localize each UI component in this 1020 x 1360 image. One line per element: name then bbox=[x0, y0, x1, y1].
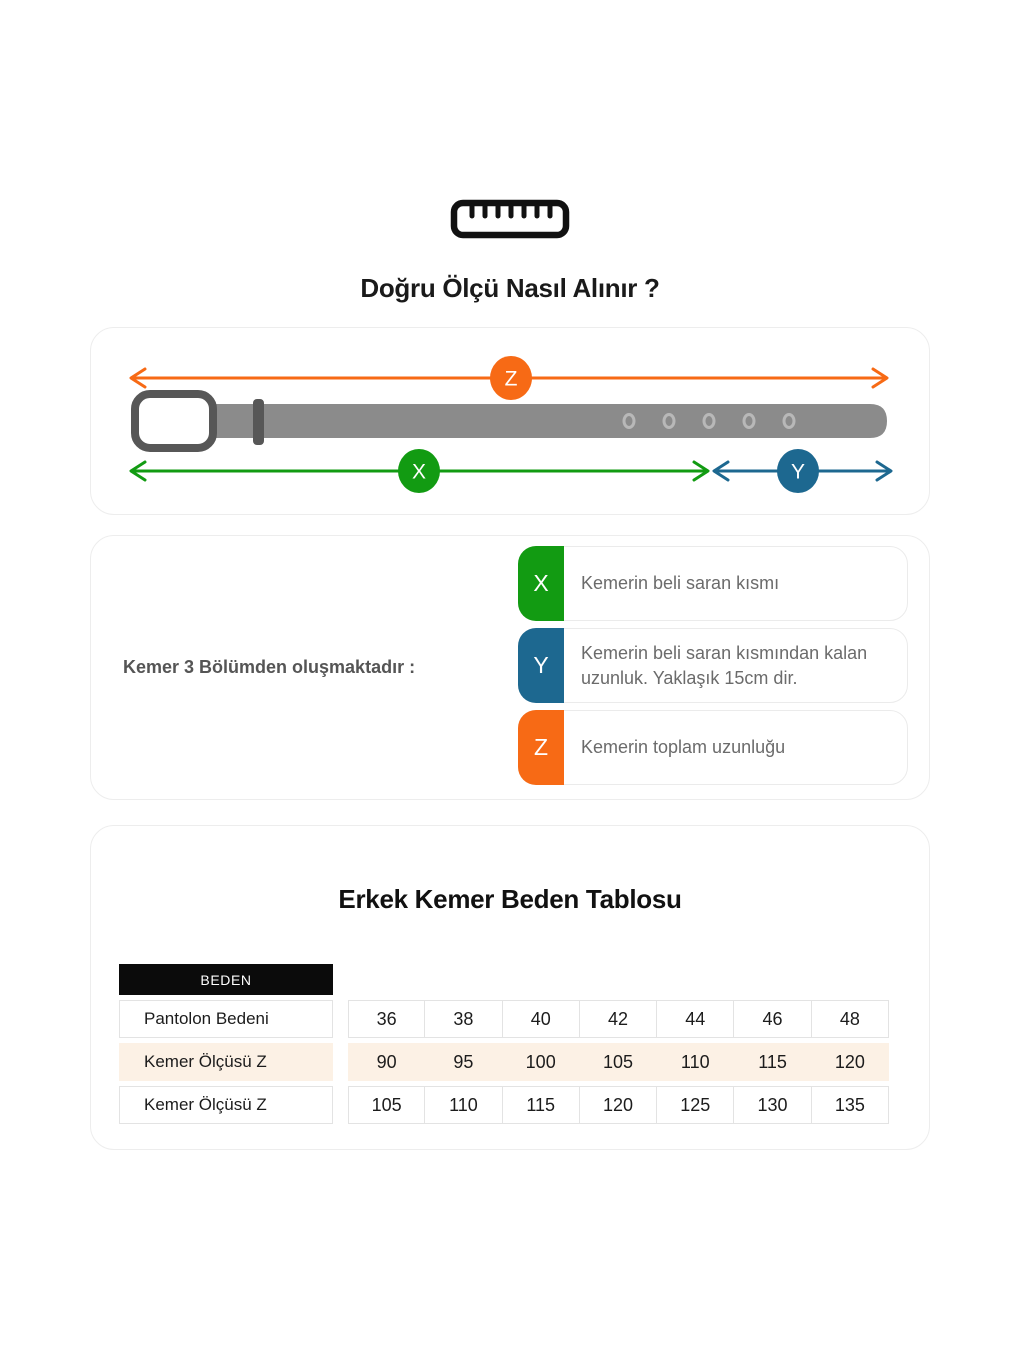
legend-item-x bbox=[518, 546, 908, 621]
size-table-labels-column bbox=[119, 964, 333, 1124]
z-tab-badge: Z bbox=[518, 710, 564, 785]
y-badge bbox=[777, 449, 819, 493]
size-table bbox=[119, 964, 889, 1124]
size-cell: 36 bbox=[348, 1000, 425, 1038]
z-badge bbox=[490, 356, 532, 400]
size-cell: 110 bbox=[657, 1043, 734, 1081]
legend-item-z-text: Kemerin toplam uzunluğu bbox=[581, 737, 786, 758]
size-cell: 100 bbox=[503, 1043, 580, 1081]
size-cell: 115 bbox=[503, 1086, 580, 1124]
size-cell: 125 bbox=[657, 1086, 734, 1124]
table-row-kemer-olcusu-2 bbox=[348, 1086, 889, 1124]
size-cell: 44 bbox=[657, 1000, 734, 1038]
page-title: Doğru Ölçü Nasıl Alınır ? bbox=[360, 273, 660, 303]
ruler-icon bbox=[449, 198, 571, 240]
size-table-title: Erkek Kemer Beden Tablosu bbox=[338, 884, 682, 914]
size-table-values bbox=[348, 1000, 889, 1124]
header-icon-row bbox=[0, 198, 1020, 240]
size-cell: 48 bbox=[812, 1000, 889, 1038]
legend-rows bbox=[518, 546, 908, 785]
size-cell: 135 bbox=[812, 1086, 889, 1124]
size-cell: 130 bbox=[734, 1086, 811, 1124]
table-row-pantolon-bedeni bbox=[348, 1000, 889, 1038]
legend-item-z bbox=[518, 710, 908, 785]
size-cell: 90 bbox=[348, 1043, 425, 1081]
y-tab-badge: Y bbox=[518, 628, 564, 703]
table-row-kemer-olcusu-1 bbox=[348, 1043, 889, 1081]
x-badge bbox=[398, 449, 440, 493]
size-cell: 95 bbox=[425, 1043, 502, 1081]
z-badge-label: Z bbox=[504, 367, 518, 391]
size-cell: 42 bbox=[580, 1000, 657, 1038]
row-label-kemer-olcusu-z-1: Kemer Ölçüsü Z bbox=[119, 1043, 333, 1081]
size-cell: 46 bbox=[734, 1000, 811, 1038]
legend-heading: Kemer 3 Bölümden oluşmaktadır : bbox=[123, 657, 416, 677]
size-table-card bbox=[90, 825, 930, 1150]
legend-card bbox=[90, 535, 930, 800]
size-cell: 105 bbox=[348, 1086, 425, 1124]
size-table-label-rows bbox=[119, 1000, 333, 1124]
size-table-corner-header: BEDEN bbox=[119, 964, 333, 995]
belt-diagram bbox=[91, 328, 929, 514]
x-badge-label: X bbox=[411, 460, 427, 484]
legend-item-y-text: Kemerin beli saran kısmından kalan uzunluk. Yaklaşık 15cm dir. bbox=[581, 642, 868, 688]
row-label-kemer-olcusu-z-2: Kemer Ölçüsü Z bbox=[119, 1086, 333, 1124]
size-cell: 115 bbox=[734, 1043, 811, 1081]
belt-keeper bbox=[253, 399, 264, 445]
y-badge-label: Y bbox=[790, 460, 806, 484]
size-cell: 120 bbox=[580, 1086, 657, 1124]
size-cell: 120 bbox=[812, 1043, 889, 1081]
size-cell: 38 bbox=[425, 1000, 502, 1038]
size-cell: 40 bbox=[503, 1000, 580, 1038]
legend-item-y bbox=[518, 628, 908, 703]
x-tab-badge: X bbox=[518, 546, 564, 621]
size-cell: 110 bbox=[425, 1086, 502, 1124]
row-label-pantolon-bedeni: Pantolon Bedeni bbox=[119, 1000, 333, 1038]
legend-item-x-text: Kemerin beli saran kısmı bbox=[581, 573, 780, 594]
belt-buckle bbox=[135, 394, 213, 448]
belt-diagram-card bbox=[90, 327, 930, 515]
size-cell: 105 bbox=[580, 1043, 657, 1081]
